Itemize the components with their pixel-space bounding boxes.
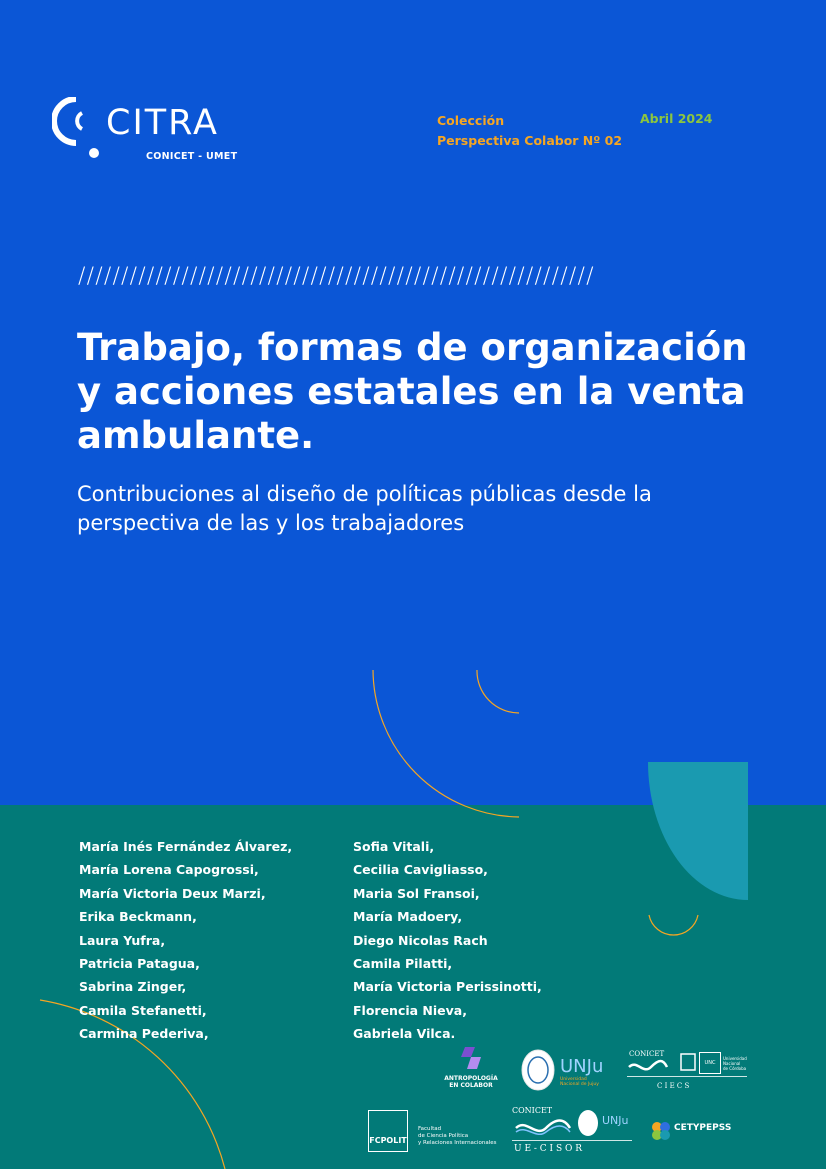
citra-logo-icon bbox=[52, 97, 102, 161]
uecisor-seal-icon bbox=[576, 1108, 600, 1138]
uecisor-wave-icon bbox=[514, 1118, 572, 1138]
authors-column-right bbox=[353, 835, 542, 1046]
unc-badge: UNC bbox=[699, 1052, 721, 1074]
uecisor-unju-label: UNJu bbox=[602, 1114, 629, 1127]
brand-name: CITRA bbox=[106, 103, 219, 143]
conicet-wave-icon bbox=[627, 1059, 669, 1075]
unc-label: Universidad Nacional de Córdoba bbox=[723, 1056, 747, 1071]
decor-arc-small bbox=[477, 670, 519, 713]
logo-cetypepss bbox=[650, 1120, 732, 1146]
antropologia-line-2: EN COLABOR bbox=[449, 1082, 493, 1089]
collection-line-1: Colección bbox=[437, 113, 505, 128]
author: Sabrina Zinger, bbox=[79, 979, 187, 995]
author: María Lorena Capogrossi, bbox=[79, 862, 259, 878]
author: María Victoria Deux Marzi, bbox=[79, 885, 266, 901]
collection-label bbox=[437, 111, 622, 151]
document-title: Trabajo, formas de organización y acciones estatales en la venta ambulante. bbox=[77, 326, 748, 457]
author: Camila Pilatti, bbox=[353, 956, 453, 972]
author: María Inés Fernández Álvarez, bbox=[79, 839, 293, 854]
author: Gabriela Vilca. bbox=[353, 1026, 456, 1042]
cetypepss-label: CETYPEPSS bbox=[674, 1123, 732, 1133]
publication-date: Abril 2024 bbox=[640, 111, 713, 126]
conicet-label: CONICET bbox=[629, 1050, 665, 1058]
collection-line-2: Perspectiva Colabor Nº 02 bbox=[437, 133, 623, 148]
author: Florencia Nieva, bbox=[353, 1002, 467, 1018]
logo-antropologia-en-colabor bbox=[436, 1045, 506, 1089]
uecisor-divider bbox=[512, 1140, 632, 1141]
author: María Madoery, bbox=[353, 909, 463, 925]
author: Erika Beckmann, bbox=[79, 909, 197, 925]
brand-subtitle: CONICET - UMET bbox=[146, 151, 238, 162]
author: Cecilia Cavigliasso, bbox=[353, 862, 488, 878]
author: Laura Yufra, bbox=[79, 932, 166, 948]
unju-label: UNJu bbox=[560, 1056, 604, 1077]
author: Carmina Pederiva, bbox=[79, 1026, 209, 1042]
logo-unju bbox=[520, 1048, 604, 1096]
unju-seal-icon bbox=[520, 1048, 556, 1092]
cetypepss-icon bbox=[650, 1120, 672, 1142]
unju-subtitle: Universidad Nacional de Jujuy bbox=[560, 1077, 599, 1087]
authors-column-left bbox=[79, 835, 292, 1046]
antropologia-line-1: ANTROPOLOGÍA bbox=[444, 1075, 498, 1082]
unc-shield-icon bbox=[679, 1052, 697, 1072]
uecisor-label: U E - C I S O R bbox=[514, 1144, 582, 1154]
author: Camila Stefanetti, bbox=[79, 1002, 207, 1018]
author: Maria Sol Fransoi, bbox=[353, 885, 480, 901]
ciecs-label: C I E C S bbox=[657, 1082, 690, 1090]
author: Sofia Vitali, bbox=[353, 839, 435, 854]
author: Diego Nicolas Rach bbox=[353, 932, 488, 948]
document-subtitle: Contribuciones al diseño de políticas públicas desde la perspectiva de las y los trabajadores bbox=[77, 482, 652, 535]
fcpolit-box: FCPOLIT bbox=[368, 1110, 408, 1152]
uecisor-conicet-label: CONICET bbox=[512, 1106, 553, 1115]
decor-arc-large bbox=[373, 670, 519, 817]
antropologia-logo-icon bbox=[459, 1045, 483, 1071]
decor-arc-bottom bbox=[649, 915, 698, 935]
fcpolit-label: Facultad de Ciencia Política y Relaciones Internacionales bbox=[418, 1126, 497, 1146]
ciecs-divider bbox=[627, 1076, 747, 1077]
author: Patricia Patagua, bbox=[79, 956, 200, 972]
slash-divider: //////////////////////////////////////////////////////////// bbox=[78, 264, 595, 289]
author: María Victoria Perissinotti, bbox=[353, 979, 542, 995]
logo-fcpolit bbox=[368, 1110, 497, 1152]
decor-quarter-shape bbox=[648, 762, 748, 900]
